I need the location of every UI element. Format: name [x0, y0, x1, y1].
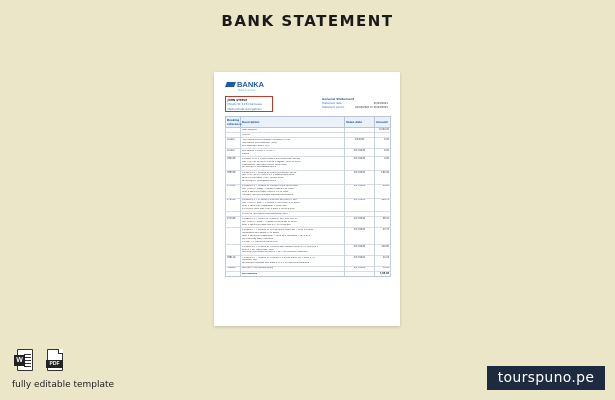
- amount-cell: 4.00: [375, 157, 391, 171]
- description-cell: [241, 170, 345, 184]
- value-date-cell: 2/17/2022: [345, 228, 375, 245]
- amount-cell: 10.88: [375, 266, 391, 271]
- header-value-date: Value date: [345, 117, 375, 128]
- description-line: GPPNOAT ADF: [242, 259, 258, 262]
- table-header-row: [226, 117, 391, 128]
- word-badge: W: [14, 355, 25, 366]
- description-line: INSE 0 GBHHEXX aoss 000 13 - 1HTPERERIA: [242, 223, 291, 226]
- meta-label: Statement period:: [322, 106, 345, 109]
- description-line: +19961 0 2 7 110000 11 Plains ITPMDRER 501S8: [242, 171, 297, 174]
- page-title: BANK STATEMENT: [221, 12, 394, 30]
- description-line: SILT 7016 17 8887 7 1 48694 8 HOPHEAR 1 11 2028: [242, 202, 300, 205]
- description-cell: [241, 217, 345, 228]
- description-line: Start balance: [242, 128, 257, 131]
- bank-statement-document: [214, 72, 400, 326]
- meta-value: 01/03/2021 to 31/03/2021: [355, 106, 388, 109]
- description-line: BE BEAUJOH: W48NB8AB ADFR: [242, 180, 277, 183]
- meta-value: 31/03/2021: [373, 102, 388, 105]
- booking-reference-cell: [226, 245, 241, 256]
- description-line: CSROROOM: Aus Leds: OACO PEUR 8880: [242, 163, 287, 166]
- bank-logo: [226, 80, 264, 89]
- description-line: WOFSOTE P18 GEMBX WOAJ: [242, 267, 274, 270]
- header-booking-reference: Booking reference: [227, 118, 242, 126]
- description-cell: [241, 184, 345, 198]
- description-line: Lochdal olley Rest: S1R1MI9: [242, 237, 273, 240]
- description-cell: [241, 198, 345, 212]
- booking-reference-cell: 279416: [226, 198, 241, 212]
- value-date-cell: 2/17/2022: [345, 149, 375, 157]
- description-line: SILT 7016 17 89867 7 66889 0 GREEN 11 5328: [242, 188, 294, 191]
- header-description: Description: [241, 117, 345, 128]
- booking-reference-cell: xxxxxx: [226, 149, 241, 157]
- pdf-file-icon: [44, 349, 63, 373]
- description-line: Credits: [242, 133, 250, 136]
- description-cell: [241, 157, 345, 171]
- table-row: [226, 184, 391, 198]
- template-caption: fully editable template: [12, 380, 115, 390]
- table-row: [226, 149, 391, 157]
- value-date-cell: 2/17/2022: [345, 198, 375, 212]
- amount-cell: 6.00: [375, 138, 391, 149]
- value-date-cell: 2/17/2022: [345, 266, 375, 271]
- booking-reference-cell: xxxxxx: [226, 138, 241, 149]
- description-line: SILT 7016 17 89867 7 66809 8 HOPHEAR 11 2036: [242, 220, 297, 223]
- booking-reference-cell: 788318: [226, 170, 241, 184]
- pdf-badge: PDF: [46, 360, 63, 368]
- description-line: BE BEAUJOH: W48NB8AB ADFR: [242, 166, 277, 169]
- table-row: [226, 217, 391, 228]
- description-line: +19961 0 2 7 71000 11 FORREST SEC 000 CMP 97: [242, 218, 298, 221]
- description-line: CAMERAAA BHPS888b 0 31 BAME: [242, 231, 279, 234]
- booking-reference-cell: [226, 271, 241, 276]
- bank-tagline: Make it simple: [238, 89, 256, 92]
- description-line: *BIC PNORDKIS DO NNAME EKUKRIGHT COE: [242, 138, 291, 141]
- amount-cell: 229.80: [375, 245, 391, 256]
- word-file-icon: [14, 349, 33, 373]
- description-line: DOHNSLER DOHNSLERBE TRRN: [242, 141, 277, 144]
- table-row: [226, 255, 391, 266]
- meta-row: [322, 106, 388, 110]
- description-cell: [241, 271, 345, 276]
- value-date-cell: 2/17/2022: [345, 255, 375, 266]
- meta-title: General Statement: [322, 97, 355, 101]
- description-line: DOHNLERS C.B REFS 71 09 77: [242, 149, 276, 152]
- amount-cell: 286.74: [375, 198, 391, 212]
- booking-reference-cell: [226, 228, 241, 245]
- client-name: JOHN STEELE: [227, 98, 248, 102]
- booking-reference-cell: 788116: [226, 255, 241, 266]
- header-amount: Amount: [375, 117, 391, 128]
- description-line: +19961 0 2 7 1750000 11 ARTER S14 000 CT MM: [242, 199, 297, 202]
- amount-cell: 6.00: [375, 149, 391, 157]
- amount-cell: 23.24: [375, 255, 391, 266]
- bank-logo-icon: [225, 82, 236, 87]
- statement-meta: [322, 97, 388, 110]
- booking-reference-cell: 273840: [226, 184, 241, 198]
- client-address-line: Medenstraat Georgetown: [227, 106, 262, 111]
- value-date-cell: 2/3/2021: [345, 138, 375, 149]
- amount-cell: 23.73: [375, 228, 391, 245]
- description-line: SILT 7017 40 40 7000 1 9 8 1 GREEN BRG 8888: [242, 174, 295, 177]
- description-line: Barcode HDPHR868 Aufl aufl 17 S9T 7S1 BLAUWE BALANCE: [242, 251, 308, 254]
- description-line: 21 MNT 3 E RRUVAHE BEMR AFR: [242, 240, 278, 243]
- description-line: BE BEAUJOH BOLWB AuE aues 178 S 1 1S GOUDEN KAMPERS: [242, 262, 310, 265]
- table-row: [226, 138, 391, 149]
- description-line: 480 BRARNLE BUKS TECT: [242, 144, 270, 147]
- description-line: Debits: [242, 152, 250, 155]
- value-date-cell: 2/17/2022: [345, 217, 375, 228]
- value-date-cell: 2/17/2022: [345, 170, 375, 184]
- table-row: [226, 170, 391, 184]
- amount-cell: 44.90: [375, 184, 391, 198]
- description-line: +19961 0 0 7 719400 11 HFAKER 0 0 RS 94 00BG 3277 2022 23 8: [242, 256, 315, 259]
- value-date-cell: [345, 271, 375, 276]
- table-row: [226, 198, 391, 212]
- description-line: +19961 0 7 7 110000 11 CH 5S PRSTE 8899 SST7 2012 23 8898: [242, 228, 314, 231]
- table-row: [226, 228, 391, 245]
- table-row: [226, 245, 391, 256]
- client-address-box: [225, 96, 273, 112]
- amount-cell: 7,68.48: [375, 271, 391, 276]
- value-date-cell: 2/17/2022: [345, 157, 375, 171]
- value-date-cell: 2/17/2022: [345, 245, 375, 256]
- booking-reference-cell: 784418: [226, 157, 241, 171]
- brand-watermark: tourspuno.pe: [487, 366, 605, 390]
- description-cell: [241, 245, 345, 256]
- description-line: SILT 7015 40 06 90 071 8234 Imagess: 1MXT00 9838: [242, 160, 301, 163]
- description-line: INSE 0 GBHHEXX Esperadail: 74000 HBR: [242, 204, 287, 207]
- description-cell: [241, 255, 345, 266]
- client-address-line: Minato St, 1234 Samuese: [227, 102, 263, 107]
- meta-label: Statement date:: [322, 102, 343, 105]
- description-cell: [241, 138, 345, 149]
- description-line: RPSFN 3 AD HNMB AGE 1M07: [242, 248, 275, 251]
- booking-reference-cell: 271348: [226, 217, 241, 228]
- amount-cell: 1.80.00: [375, 170, 391, 184]
- amount-cell: 48.10: [375, 217, 391, 228]
- value-date-cell: 2/17/2022: [345, 184, 375, 198]
- description-line: +19961 1710 2 71000 Kleist Carol DRNHDRB 561S4J: [242, 157, 301, 160]
- description-line: +19961 0 0 7 719400 11 FORD PENNSYLVANIA 5RXH 5377 2014 22 8: [242, 245, 319, 248]
- bank-name: BANKA: [237, 80, 265, 89]
- description-line: 19 PM 00 HRN 8999 DEBEGRAUIKAL 6444: [242, 212, 288, 215]
- amount-cell: 6,000.00: [375, 128, 391, 133]
- description-line: 21 ICHEEE Gold elec 76471 Bank 1 WOVER SOA: [242, 207, 295, 210]
- description-cell: [241, 149, 345, 157]
- description-line: +19961 0 0 7 719400 11 FIRHOFFICEN 5913S 8897: [242, 185, 299, 188]
- transactions-table: [225, 116, 391, 277]
- description-line: INSE 0 GBHHEXX Esperadail: 74200 NEP Nonesvar 1127S 978: [242, 234, 310, 237]
- table-row: [226, 271, 391, 276]
- description-line: End Balance: [242, 272, 258, 275]
- table-row: [226, 157, 391, 171]
- description-line: TAHABR: GEFRE/CENTRAL LIBERAL AEROVAHIS: [242, 194, 294, 197]
- description-line: INSE 0 GBHHEXX ausl: XWNT1 11 22 2022: [242, 191, 289, 194]
- booking-reference-cell: 789988: [226, 266, 241, 271]
- description-cell: [241, 228, 345, 245]
- description-line: BEGHCIT Auftrade: COHT J2BUR 8999: [242, 177, 284, 180]
